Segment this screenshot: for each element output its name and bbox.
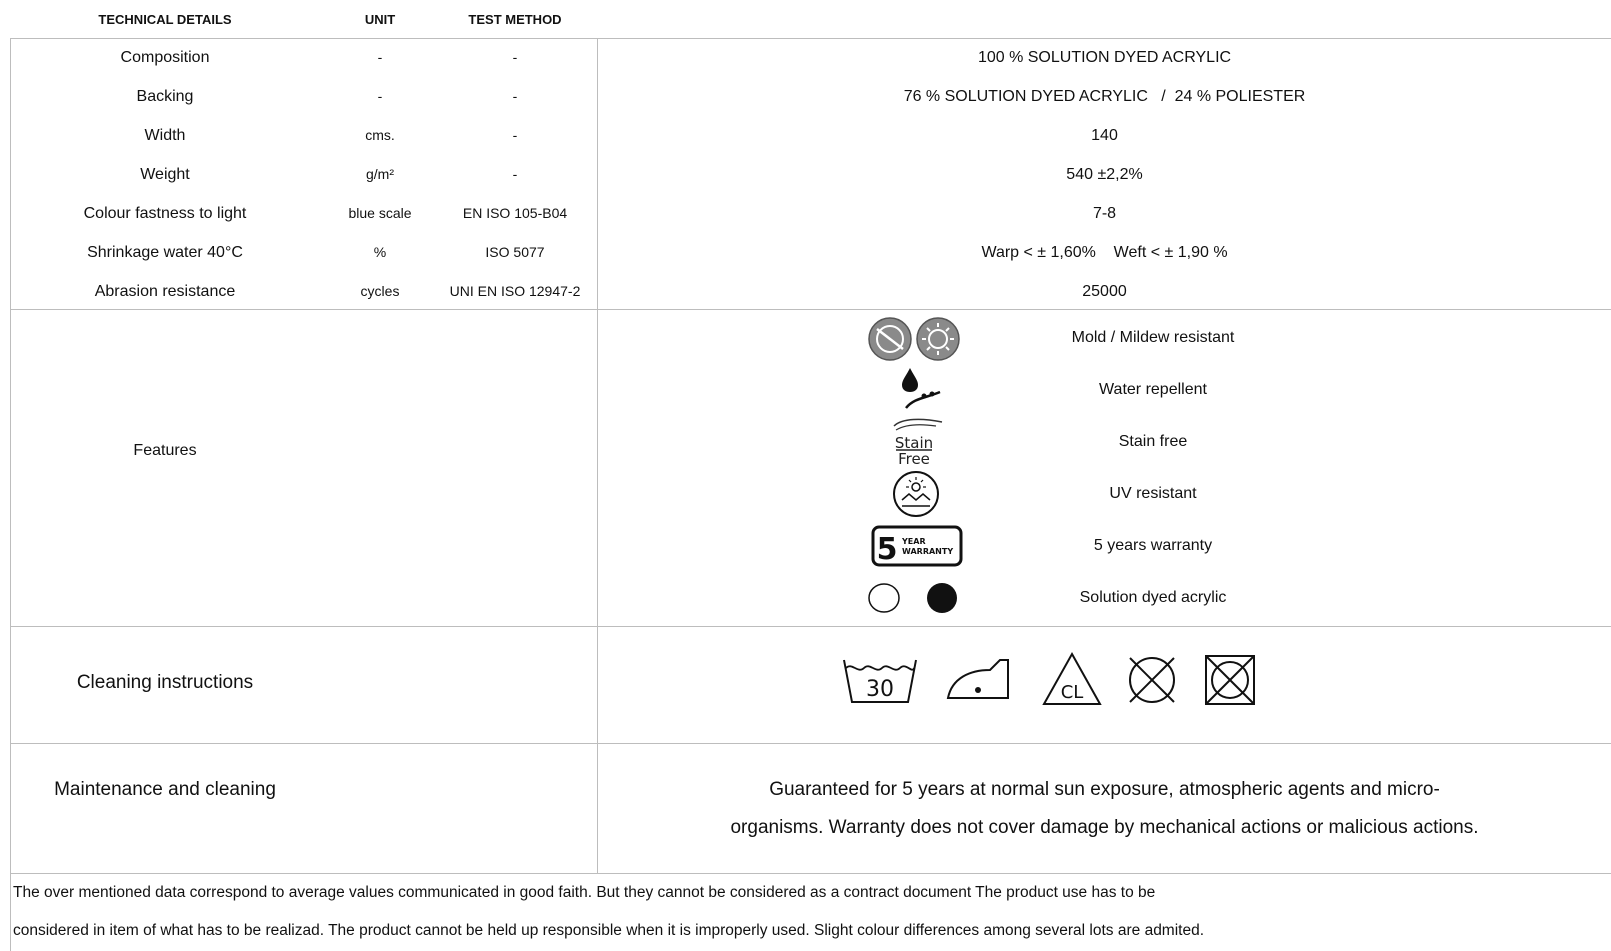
feature-item — [598, 416, 1611, 468]
property-test-method: - — [512, 49, 518, 65]
feature-item — [598, 312, 1611, 364]
feature-item — [598, 520, 1611, 572]
property-name: Backing — [136, 88, 194, 105]
stain-icon-text: Stain — [894, 434, 934, 452]
header-unit: UNIT — [364, 12, 396, 27]
property-value: 25000 — [1082, 283, 1127, 300]
table-row — [10, 233, 1611, 272]
feature-label: Solution dyed acrylic — [1079, 589, 1227, 606]
feature-label: 5 years warranty — [1093, 537, 1213, 554]
property-value: 140 — [1091, 127, 1118, 144]
wash-30-icon — [842, 650, 918, 708]
row-divider — [10, 743, 1611, 744]
property-name: Weight — [140, 166, 190, 183]
property-unit: cms. — [365, 127, 395, 143]
feature-item — [598, 468, 1611, 520]
table-row — [10, 77, 1611, 116]
table-row — [10, 38, 1611, 77]
features-label: Features — [133, 442, 197, 459]
wash-temperature: 30 — [866, 677, 894, 702]
row-divider — [10, 626, 1611, 627]
property-name: Abrasion resistance — [94, 283, 236, 300]
no-dry-clean-icon — [1202, 650, 1258, 708]
warranty-year-text: YEAR — [902, 537, 926, 546]
table-row — [10, 116, 1611, 155]
disclaimer-line-1: The over mentioned data correspond to average values communicated in good faith. But they cannot be considered as a contract document The product use has to be — [13, 884, 1156, 901]
feature-label: UV resistant — [1109, 485, 1197, 502]
property-test-method: EN ISO 105-B04 — [462, 205, 568, 221]
property-value: 540 ±2,2% — [1066, 166, 1143, 183]
warranty-warranty-text: WARRANTY — [902, 547, 954, 556]
bleach-cl-icon — [1040, 650, 1104, 708]
property-unit: blue scale — [348, 205, 412, 221]
maintenance-text-line-2: organisms. Warranty does not cover damage by mechanical actions or malicious actions. — [730, 817, 1479, 838]
maintenance-text-line-1: Guaranteed for 5 years at normal sun exposure, atmospheric agents and micro- — [769, 779, 1440, 800]
header-technical-details: TECHNICAL DETAILS — [98, 12, 232, 27]
header-test-method: TEST METHOD — [468, 12, 562, 27]
property-value: Warp < ± 1,60% Weft < ± 1,90 % — [981, 244, 1228, 261]
table-row — [10, 194, 1611, 233]
property-test-method: - — [512, 88, 518, 104]
property-unit: cycles — [360, 283, 400, 299]
feature-label: Water repellent — [1099, 381, 1207, 398]
property-name: Colour fastness to light — [83, 205, 247, 222]
property-unit: % — [373, 244, 387, 260]
table-row — [10, 272, 1611, 311]
property-value: 7-8 — [1092, 205, 1117, 222]
warranty-number: 5 — [876, 532, 898, 567]
table-row — [10, 155, 1611, 194]
property-unit: - — [377, 88, 383, 104]
maintenance-label: Maintenance and cleaning — [54, 779, 276, 800]
property-unit: g/m² — [366, 166, 394, 182]
property-value: 100 % SOLUTION DYED ACRYLIC — [977, 49, 1232, 66]
iron-icon — [944, 650, 1014, 708]
property-test-method: - — [512, 166, 518, 182]
bleach-text: CL — [1060, 682, 1084, 703]
property-name: Composition — [120, 49, 210, 66]
free-icon-text: Free — [898, 450, 930, 468]
property-name: Width — [144, 127, 186, 144]
property-test-method: ISO 5077 — [485, 244, 545, 260]
feature-item — [598, 364, 1611, 416]
feature-label: Mold / Mildew resistant — [1071, 329, 1235, 346]
property-unit: - — [377, 49, 383, 65]
no-tumble-dry-icon — [1124, 650, 1180, 708]
feature-label: Stain free — [1118, 433, 1188, 450]
property-test-method: - — [512, 127, 518, 143]
property-test-method: UNI EN ISO 12947-2 — [449, 283, 581, 299]
property-name: Shrinkage water 40°C — [87, 244, 243, 261]
property-value: 76 % SOLUTION DYED ACRYLIC / 24 % POLIESTER — [903, 88, 1306, 105]
feature-item — [598, 572, 1611, 624]
cleaning-instructions-label: Cleaning instructions — [76, 672, 254, 693]
disclaimer-line-2: considered in item of what has to be realizad. The product cannot be held up responsible when it is improperly used. Slight colour differences among several lots are admited. — [13, 922, 1205, 939]
